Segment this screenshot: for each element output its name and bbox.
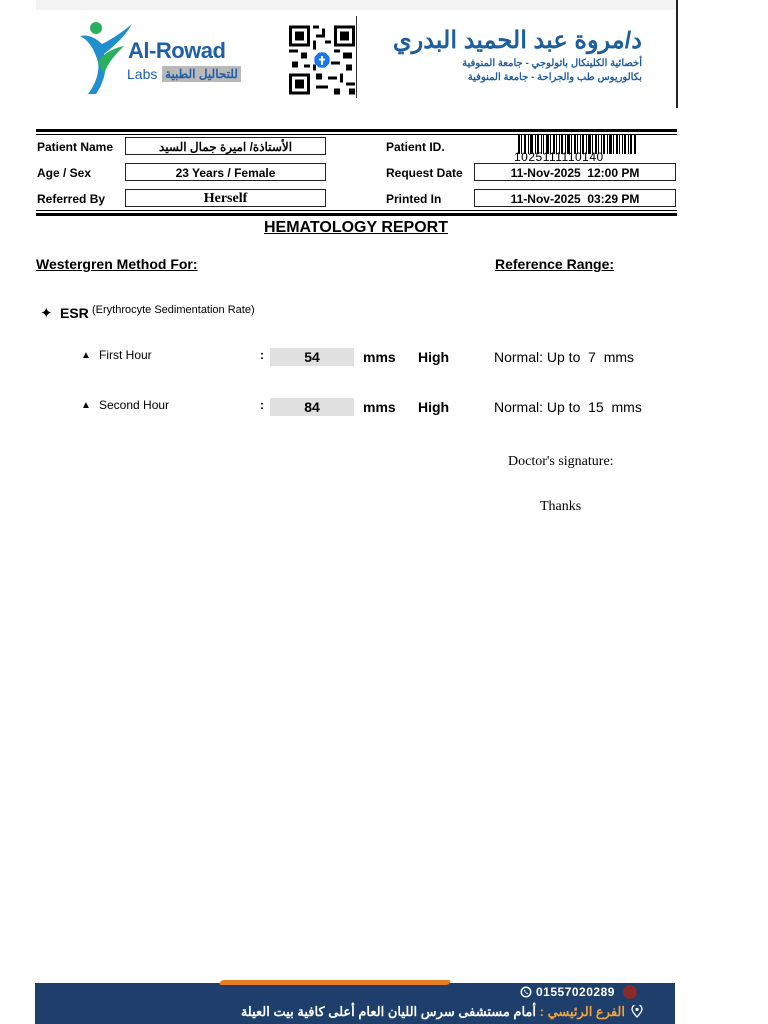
footer-address-text: أمام مستشفى سرس الليان العام أعلى كافية بيت العيلة (240, 1004, 537, 1019)
patient-id-value: 1025111110140 (514, 150, 604, 164)
patient-name-value: الأستاذة/ اميرة جمال السيد (125, 137, 326, 155)
test-description: (Erythrocyte Sedimentation Rate) (92, 304, 255, 316)
info-bottom-rule-thin (36, 210, 677, 211)
footer-phone-number: 01557020289 (536, 985, 615, 999)
triangle-bullet-icon: ▲ (81, 400, 91, 411)
request-date-label: Request Date (386, 166, 463, 180)
footer-phone (520, 985, 637, 999)
printed-in-label: Printed In (386, 192, 442, 206)
report-title: HEMATOLOGY REPORT (263, 219, 448, 236)
triangle-bullet-icon: ▲ (81, 350, 91, 361)
result-reference: Normal: Up to 7 mms (494, 349, 635, 365)
result-label: First Hour (99, 348, 152, 362)
result-colon: : (260, 398, 264, 412)
location-pin-icon (631, 1005, 643, 1018)
info-bottom-rule (36, 213, 677, 216)
method-heading: Westergren Method For: (36, 256, 198, 272)
patient-name-label: Patient Name (37, 140, 114, 154)
printed-in-value: 11-Nov-2025 03:29 PM (474, 189, 676, 207)
esr-bullet-icon: ✦ (40, 305, 53, 322)
age-sex-label: Age / Sex (37, 166, 92, 180)
qr-divider (356, 16, 357, 98)
result-flag: High (418, 399, 450, 415)
doctor-signature-label: Doctor's signature: (508, 454, 614, 469)
whatsapp-icon (520, 986, 532, 998)
branch-logo-icon (623, 985, 637, 999)
header-right-rule (676, 0, 678, 108)
result-unit: mms (363, 349, 396, 365)
footer-branch-label: الفرع الرئيسي : (539, 1004, 625, 1019)
patient-id-label: Patient ID. (386, 140, 445, 154)
doctor-specialty: أخصائية الكلينكال باثولوجي - جامعة المنوفية (462, 58, 642, 69)
footer-address (241, 1004, 643, 1020)
result-unit: mms (363, 399, 396, 415)
test-name: ESR (60, 305, 89, 321)
logo-figure-icon (74, 18, 134, 96)
qr-code (289, 25, 355, 95)
footer-swoosh (219, 980, 452, 985)
info-top-rule (36, 129, 677, 132)
result-label: Second Hour (99, 398, 170, 412)
age-sex-value: 23 Years / Female (125, 163, 326, 181)
request-date-value: 11-Nov-2025 12:00 PM (474, 163, 676, 181)
result-reference: Normal: Up to 15 mms (494, 399, 642, 415)
result-value: 54 (270, 348, 354, 366)
result-flag: High (418, 349, 450, 365)
thanks-note: Thanks (540, 499, 582, 514)
logo-arabic-subtitle: للتحاليل الطبية (162, 66, 241, 82)
result-value: 84 (270, 398, 354, 416)
header-band (36, 0, 676, 10)
logo-title: Al-Rowad (128, 38, 226, 63)
result-colon: : (260, 348, 264, 362)
logo-labs: Labs (127, 66, 158, 82)
reference-heading: Reference Range: (495, 256, 615, 272)
referred-by-label: Referred By (37, 192, 106, 206)
doctor-degree: بكالوريوس طب والجراحة - جامعة المنوفية (467, 72, 642, 83)
doctor-name: د/مروة عبد الحميد البدري (392, 27, 642, 54)
referred-by-value: Herself (125, 189, 326, 207)
